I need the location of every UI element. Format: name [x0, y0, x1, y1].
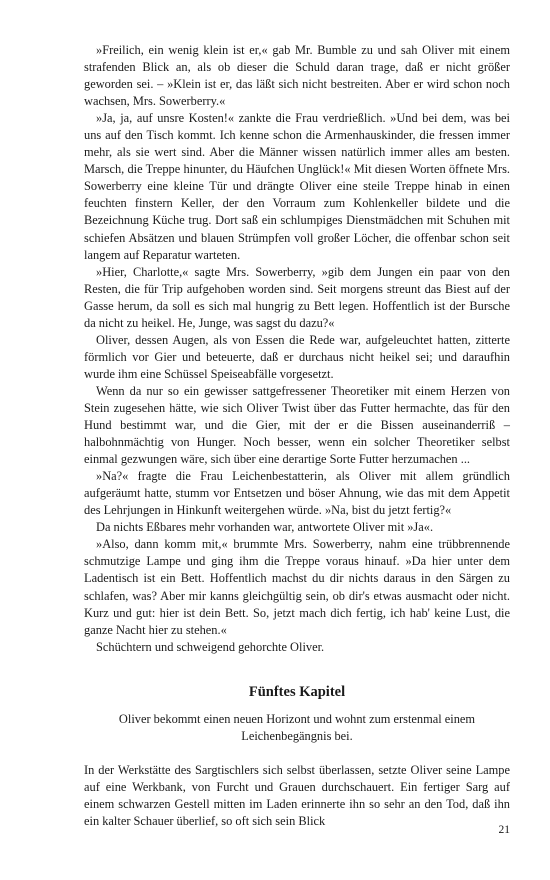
paragraph: »Also, dann komm mit,« brummte Mrs. Sowerberry, nahm eine trübbrennende schmutzige Lampe und ging ihm die Treppe voraus hinauf. »Da hier unter dem Ladentisch ist ein Bett. Hoffentlich machst du dir nichts daraus in den Särgen zu schlafen, was? Aber mir kanns gleichgültig sein, ob dir's etwas ausmacht oder nicht. Kurz und gut: hier ist dein Bett. So, jetzt mach dich fertig, ich hab' keine Lust, die ganze Nacht hier zu stehen.«: [84, 537, 510, 637]
paragraph: »Na?« fragte die Frau Leichenbestatterin, als Oliver mit allem gründlich aufgeräumt hatte, stumm vor Entsetzen und böser Ahnung, wie das mit dem Appetit des Lehrjungen in Hinkunft weitergehen würde. »Na, bist du jetzt fertig?«: [84, 469, 510, 518]
paragraph: »Ja, ja, auf unsre Kosten!« zankte die Frau verdrießlich. »Und bei dem, was bei uns auf den Tisch kommt. Ich kenne schon die Armenhauskinder, die fressen immer mehr, als sie wert sind. Aber die Männer wissen natürlich immer alles am besten. Marsch, die Treppe hinunter, du Häufchen Unglück!« Mit diesen Worten öffnete Mrs. Sowerberry eine kleine Tür und drängte Oliver eine steile Treppe hinab in einen feuchten finstern Keller, der den Vorraum zum Kohlenkeller bildete und die Bezeichnung Küche trug. Dort saß ein schlumpiges Dienstmädchen mit Schuhen mit schiefen Absätzen und blauen Strümpfen voll großer Löcher, die offenbar schon seit langem auf Reparatur warteten.: [84, 111, 510, 262]
book-page: [84, 42, 510, 830]
page-number: 21: [498, 824, 510, 836]
paragraph: Da nichts Eßbares mehr vorhanden war, antwortete Oliver mit »Ja«.: [96, 520, 434, 535]
paragraph: Wenn da nur so ein gewisser sattgefressener Theoretiker mit einem Herzen von Stein zugesehen hätte, wie sich Oliver Twist über das Futter hermachte, das für den Hund bestimmt war, und die Gier, mit der er die Bissen auseinanderriß – halbohnmächtig von Hunger. Noch besser, wenn ein solcher Theoretiker selbst einmal gezwungen wäre, sich über eine derartige Sorte Futter herzumachen ...: [84, 383, 510, 467]
paragraph: Oliver, dessen Augen, als von Essen die Rede war, aufgeleuchtet hatten, zitterte förmlich vor Gier und beteuerte, daß er durchaus nicht heikel sei; und daraufhin wurde ihm eine Schüssel Speiseabfälle vorgesetzt.: [84, 332, 510, 381]
chapter-subtitle: Oliver bekommt einen neuen Horizont und wohnt zum erstenmal einem Leichenbegängnis bei.: [118, 711, 476, 743]
paragraph: »Freilich, ein wenig klein ist er,« gab Mr. Bumble zu und sah Oliver mit einem strafenden Blick an, als ob dieser die Schuld daran trage, daß er nicht größer geworden sei. – »Klein ist er, das läßt sich nicht bestreiten. Aber er wird schon noch wachsen, Mrs. Sowerberry.«: [84, 43, 510, 109]
paragraph: In der Werkstätte des Sargtischlers sich selbst überlassen, setzte Oliver seine Lampe auf eine Werkbank, von Furcht und Grauen durchschauert. Ein fertiger Sarg auf einem schwarzen Gestell mitten im Laden erinnerte ihn so sehr an den Tod, daß ihn ein kalter Schauer überlief, so oft sich sein Blick: [84, 762, 510, 828]
section-gap: [84, 745, 510, 762]
chapter-title: Fünftes Kapitel: [248, 683, 346, 700]
paragraph: »Hier, Charlotte,« sagte Mrs. Sowerberry, »gib dem Jungen ein paar von den Resten, die für Trip aufgehoben worden sind. Seit morgens streunt das Biest auf der Gasse herum, da soll es sich mal hungrig zu Bett legen. Hoffentlich ist der Bursche da nicht zu heikel. He, Junge, was sagst du dazu?«: [84, 264, 510, 330]
paragraph: Schüchtern und schweigend gehorchte Oliver.: [96, 639, 325, 654]
